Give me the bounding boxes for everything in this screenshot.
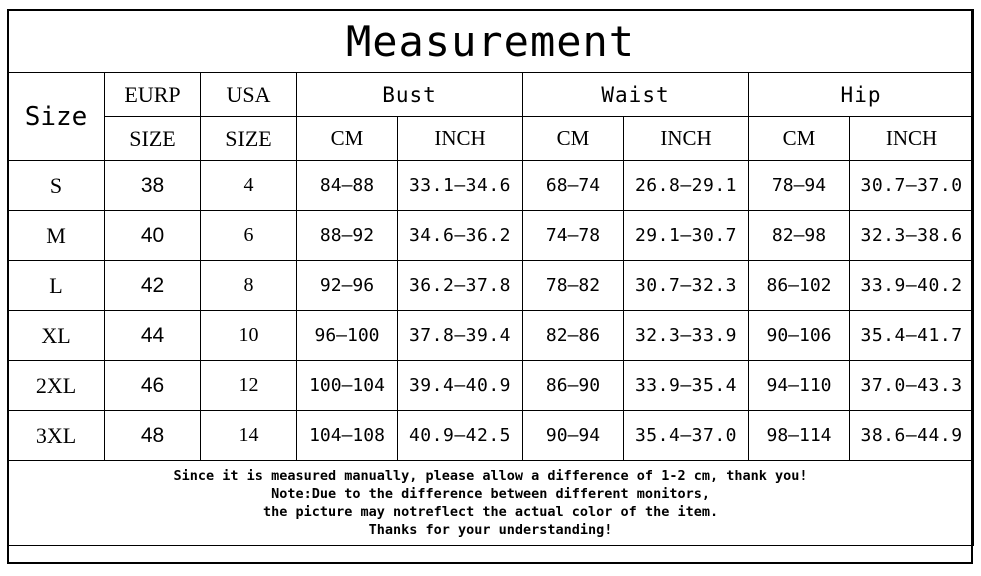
cell-waist-inch: 30.7–32.3	[624, 261, 749, 311]
cell-bust-inch: 34.6–36.2	[398, 211, 523, 261]
cell-hip-cm: 82–98	[749, 211, 850, 261]
table-row	[8, 211, 974, 261]
cell-hip-inch: 38.6–44.9	[850, 411, 974, 461]
cell-waist-cm: 78–82	[523, 261, 624, 311]
table-row	[8, 261, 974, 311]
note-line: Thanks for your understanding!	[368, 522, 613, 538]
cell-hip-cm: 98–114	[749, 411, 850, 461]
cell-hip-cm: 86–102	[749, 261, 850, 311]
cell-hip-inch: 37.0–43.3	[850, 361, 974, 411]
cell-eurp: 44	[105, 311, 201, 361]
cell-usa: 8	[201, 261, 297, 311]
measurement-table	[7, 9, 974, 546]
header-eurp-size: SIZE	[105, 117, 201, 161]
page-title: Measurement	[8, 10, 974, 73]
table-row	[8, 311, 974, 361]
cell-waist-cm: 74–78	[523, 211, 624, 261]
cell-hip-cm: 90–106	[749, 311, 850, 361]
cell-size: XL	[8, 311, 105, 361]
header-bust-inch: INCH	[398, 117, 523, 161]
note-line: Note:Due to the difference between different monitors,	[271, 486, 710, 502]
header-bust-cm: CM	[297, 117, 398, 161]
cell-bust-cm: 84–88	[297, 161, 398, 211]
header-size: Size	[8, 73, 105, 161]
cell-waist-inch: 35.4–37.0	[624, 411, 749, 461]
cell-bust-inch: 39.4–40.9	[398, 361, 523, 411]
cell-waist-inch: 29.1–30.7	[624, 211, 749, 261]
cell-waist-cm: 82–86	[523, 311, 624, 361]
cell-eurp: 46	[105, 361, 201, 411]
header-usa-size: SIZE	[201, 117, 297, 161]
cell-bust-inch: 40.9–42.5	[398, 411, 523, 461]
cell-hip-inch: 33.9–40.2	[850, 261, 974, 311]
cell-bust-inch: 33.1–34.6	[398, 161, 523, 211]
cell-usa: 4	[201, 161, 297, 211]
header-hip-cm: CM	[749, 117, 850, 161]
cell-size: S	[8, 161, 105, 211]
cell-bust-cm: 104–108	[297, 411, 398, 461]
cell-waist-cm: 90–94	[523, 411, 624, 461]
header-usa: USA	[201, 73, 297, 117]
cell-hip-inch: 32.3–38.6	[850, 211, 974, 261]
cell-size: L	[8, 261, 105, 311]
cell-waist-cm: 86–90	[523, 361, 624, 411]
table-row	[8, 161, 974, 211]
header-bust: Bust	[297, 73, 523, 117]
cell-size: 2XL	[8, 361, 105, 411]
cell-size: 3XL	[8, 411, 105, 461]
cell-usa: 12	[201, 361, 297, 411]
header-hip-inch: INCH	[850, 117, 974, 161]
cell-hip-cm: 94–110	[749, 361, 850, 411]
cell-eurp: 40	[105, 211, 201, 261]
notes-section	[8, 461, 974, 546]
header-eurp: EURP	[105, 73, 201, 117]
cell-bust-cm: 100–104	[297, 361, 398, 411]
cell-bust-cm: 96–100	[297, 311, 398, 361]
header-waist-cm: CM	[523, 117, 624, 161]
cell-eurp: 38	[105, 161, 201, 211]
cell-bust-cm: 88–92	[297, 211, 398, 261]
note-line: the picture may notreflect the actual color of the item.	[262, 504, 719, 520]
cell-eurp: 42	[105, 261, 201, 311]
cell-hip-inch: 35.4–41.7	[850, 311, 974, 361]
cell-waist-inch: 26.8–29.1	[624, 161, 749, 211]
cell-bust-cm: 92–96	[297, 261, 398, 311]
cell-hip-cm: 78–94	[749, 161, 850, 211]
cell-eurp: 48	[105, 411, 201, 461]
header-waist: Waist	[523, 73, 749, 117]
note-line: Since it is measured manually, please allow a difference of 1-2 cm, thank you!	[173, 468, 808, 484]
cell-size: M	[8, 211, 105, 261]
table-row	[8, 411, 974, 461]
size-chart	[7, 9, 973, 564]
cell-usa: 10	[201, 311, 297, 361]
cell-waist-cm: 68–74	[523, 161, 624, 211]
cell-hip-inch: 30.7–37.0	[850, 161, 974, 211]
table-row	[8, 361, 974, 411]
header-hip: Hip	[749, 73, 974, 117]
cell-bust-inch: 36.2–37.8	[398, 261, 523, 311]
cell-usa: 14	[201, 411, 297, 461]
cell-waist-inch: 32.3–33.9	[624, 311, 749, 361]
cell-usa: 6	[201, 211, 297, 261]
header-waist-inch: INCH	[624, 117, 749, 161]
cell-bust-inch: 37.8–39.4	[398, 311, 523, 361]
cell-waist-inch: 33.9–35.4	[624, 361, 749, 411]
